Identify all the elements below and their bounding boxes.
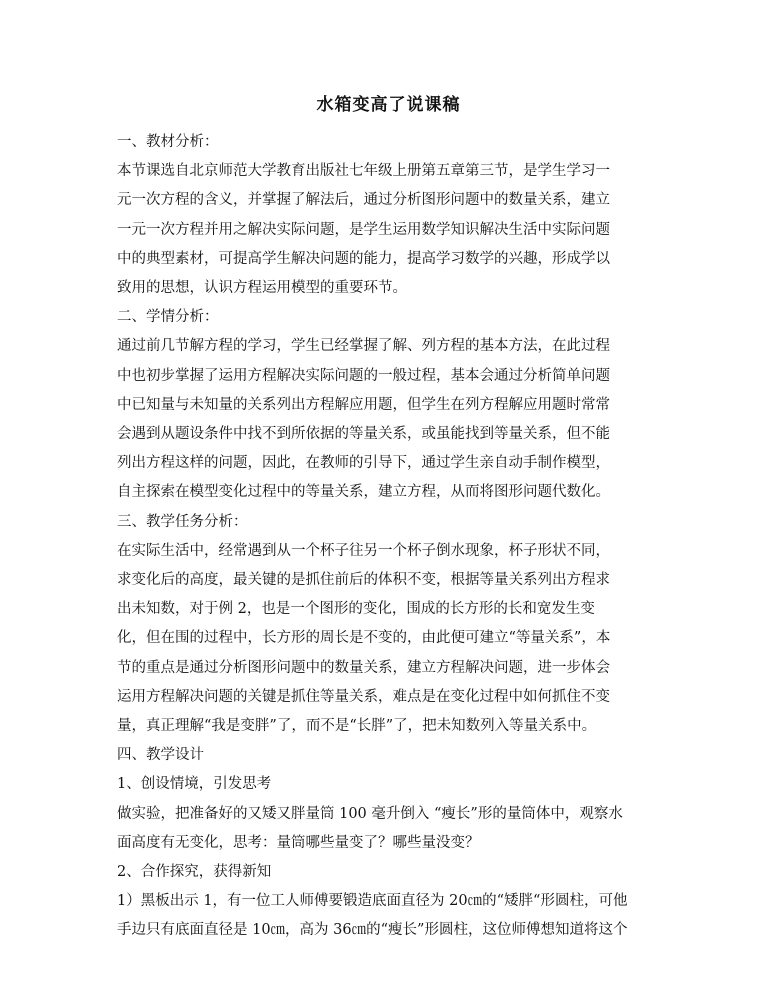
paragraph-line: 中也初步掌握了运用方程解决实际问题的一般过程，基本会通过分析简单问题 [117,367,610,384]
section-heading: 三、教学任务分析： [117,513,248,530]
paragraph-line: 节的重点是通过分析图形问题中的数量关系，建立方程解决问题，进一步体会 [117,659,610,676]
paragraph-line: 自主探索在模型变化过程中的等量关系，建立方程，从而将图形问题代数化。 [117,484,610,501]
document-body [117,128,660,946]
section-heading: 二、学情分析： [117,309,219,326]
subsection-heading: 1、创设情境，引发思考 [117,776,272,793]
section-heading: 一、教材分析： [117,134,219,150]
paragraph-line: 1）黑板出示 1，有一位工人师傅要锻造底面直径为 20㎝的“矮胖“形圆柱，可他 [117,893,628,910]
document-title: 水箱变高了说课稿 [316,95,461,115]
paragraph-line: 出未知数，对于例 2，也是一个图形的变化，围成的长方形的长和宽发生变 [117,601,595,618]
subsection-heading: 2、合作探究，获得新知 [117,864,272,881]
paragraph-line: 化，但在围的过程中，长方形的周长是不变的，由此便可建立“等量关系”，本 [117,630,611,647]
paragraph-line: 手边只有底面直径是 10㎝，高为 36㎝的“瘦长”形圆柱，这位师傅想知道将这个 [117,922,628,939]
paragraph-line: 面高度有无变化，思考：量筒哪些量变了？哪些量没变？ [117,834,480,851]
paragraph-line: 元一次方程的含义，并掌握了解法后，通过分析图形问题中的数量关系，建立 [117,192,610,209]
section-heading: 四、教学设计 [117,747,204,764]
paragraph-line: 求变化后的高度，最关键的是抓住前后的体积不变，根据等量关系列出方程求 [117,572,610,589]
paragraph-line: 致用的思想，认识方程运用模型的重要环节。 [117,280,407,297]
paragraph-line: 中的典型素材，可提高学生解决问题的能力，提高学习数学的兴趣，形成学以 [117,250,610,267]
paragraph-line: 通过前几节解方程的学习，学生已经掌握了解、列方程的基本方法，在此过程 [117,338,610,355]
paragraph-line: 会遇到从题设条件中找不到所依据的等量关系，或虽能找到等量关系，但不能 [117,426,610,443]
paragraph-line: 一元一次方程并用之解决实际问题，是学生运用数学知识解决生活中实际问题 [117,221,610,238]
paragraph-line: 在实际生活中，经常遇到从一个杯子往另一个杯子倒水现象，杯子形状不同， [117,542,610,559]
paragraph-line: 量，真正理解“我是变胖”了，而不是“长胖”了，把未知数列入等量关系中。 [117,718,597,735]
paragraph-line: 运用方程解决问题的关键是抓住等量关系，难点是在变化过程中如何抓住不变 [117,688,610,705]
paragraph-line: 中已知量与未知量的关系列出方程解应用题，但学生在列方程解应用题时常常 [117,396,610,413]
paragraph-line: 本节课选自北京师范大学教育出版社七年级上册第五章第三节，是学生学习一 [117,163,610,180]
paragraph-line: 做实验，把准备好的又矮又胖量筒 100 毫升倒入 “瘦长”形的量筒体中，观察水 [117,805,623,822]
paragraph-line: 列出方程这样的问题，因此，在教师的引导下，通过学生亲自动手制作模型， [117,455,610,472]
